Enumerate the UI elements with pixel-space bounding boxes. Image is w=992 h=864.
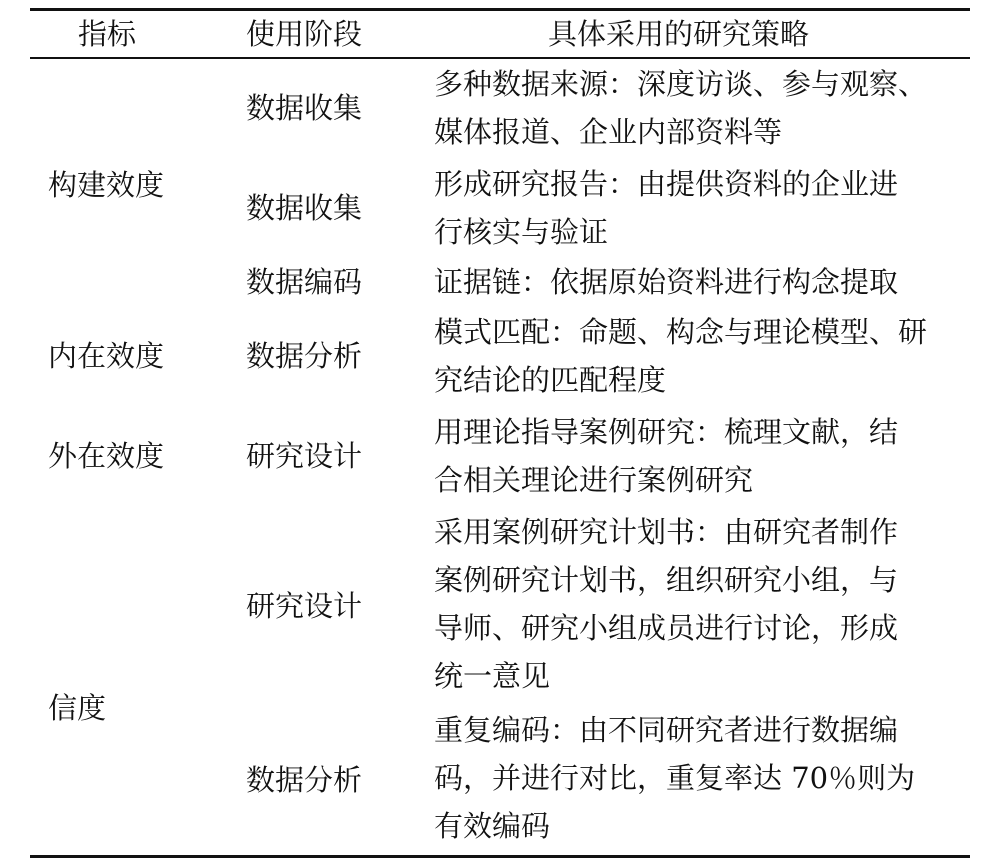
header-indicator: 指标 <box>78 17 137 51</box>
table-top-rule <box>30 8 970 11</box>
strategy-line: 统一意见 <box>434 659 551 693</box>
strategy-evidence-chain <box>434 258 960 306</box>
header-stage: 使用阶段 <box>246 17 363 51</box>
indicator-internal-validity: 内在效度 <box>48 339 165 373</box>
strategy-line: 究结论的匹配程度 <box>434 363 667 397</box>
strategy-research-report <box>434 160 960 256</box>
indicator-external-validity: 外在效度 <box>48 439 165 473</box>
strategy-repeated-coding <box>434 706 960 850</box>
stage-research-design-1: 研究设计 <box>246 439 363 473</box>
strategy-line: 案例研究计划书，组织研究小组，与 <box>434 563 899 597</box>
stage-data-coding: 数据编码 <box>246 265 363 299</box>
strategy-theory-guided <box>434 408 960 504</box>
strategy-line: 有效编码 <box>434 809 551 843</box>
header-strategy: 具体采用的研究策略 <box>548 17 810 51</box>
strategy-pattern-matching <box>434 308 960 404</box>
strategy-line: 用理论指导案例研究：梳理文献，结 <box>434 415 899 449</box>
stage-research-design-2: 研究设计 <box>246 589 363 623</box>
strategy-line: 证据链：依据原始资料进行构念提取 <box>434 265 899 299</box>
strategy-case-study-plan <box>434 508 960 700</box>
strategy-line: 采用案例研究计划书：由研究者制作 <box>434 515 899 549</box>
stage-data-collection-1: 数据收集 <box>246 91 363 125</box>
table-bottom-rule <box>30 855 970 858</box>
indicator-reliability: 信度 <box>48 691 107 725</box>
strategy-line: 多种数据来源：深度访谈、参与观察、 <box>434 67 928 101</box>
strategy-line: 模式匹配：命题、构念与理论模型、研 <box>434 315 928 349</box>
strategy-multiple-sources <box>434 60 960 156</box>
table-header-rule <box>30 57 970 59</box>
strategy-line: 行核实与验证 <box>434 215 609 249</box>
strategy-line: 导师、研究小组成员进行讨论，形成 <box>434 611 899 645</box>
stage-data-collection-2: 数据收集 <box>246 191 363 225</box>
stage-data-analysis-1: 数据分析 <box>246 339 363 373</box>
strategy-line: 码，并进行对比，重复率达 70％则为 <box>434 761 916 795</box>
indicator-construct-validity: 构建效度 <box>48 168 165 202</box>
strategy-line: 媒体报道、企业内部资料等 <box>434 115 783 149</box>
strategy-line: 形成研究报告：由提供资料的企业进 <box>434 167 899 201</box>
strategy-line: 合相关理论进行案例研究 <box>434 463 754 497</box>
strategy-line: 重复编码：由不同研究者进行数据编 <box>434 713 899 747</box>
stage-data-analysis-2: 数据分析 <box>246 763 363 797</box>
